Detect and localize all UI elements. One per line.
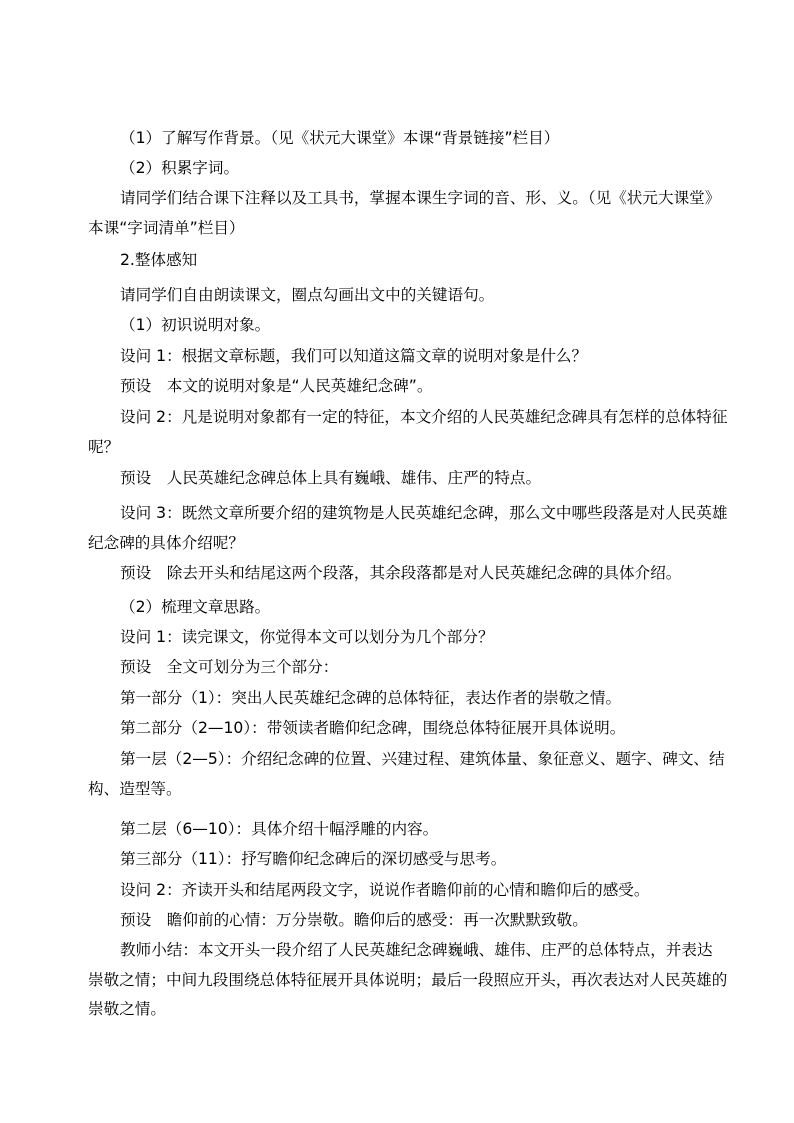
paragraph-12: 预设 除去开头和结尾这两个段落，其余段落都是对人民英雄纪念碑的具体介绍。: [120, 564, 682, 582]
paragraph-17: 第二部分（2—10）：带领读者瞻仰纪念碑，围绕总体特征展开具体说明。: [120, 719, 626, 737]
paragraph-19: 第二层（6—10）：具体介绍十幅浮雕的内容。: [120, 820, 439, 838]
paragraph-5: 请同学们自由朗读课文，圈点勾画出文中的关键语句。: [120, 286, 495, 304]
paragraph-6: （1）初识说明对象。: [120, 316, 271, 334]
section-heading: 2.整体感知: [120, 251, 198, 269]
paragraph-2: （2）积累字词。: [120, 159, 240, 177]
paragraph-9: 设问 2：凡是说明对象都有一定的特征，本文介绍的人民英雄纪念碑具有怎样的总体特征呢？: [88, 408, 728, 456]
paragraph-18: 第一层（2—5）：介绍纪念碑的位置、兴建过程、建筑体量、象征意义、题字、碑文、结构、造型等。: [88, 750, 725, 798]
paragraph-1: （1）了解写作背景。（见《状元大课堂》本课“背景链接”栏目）: [120, 129, 560, 147]
paragraph-15: 预设 全文可划分为三个部分：: [120, 658, 339, 676]
paragraph-7: 设问 1：根据文章标题，我们可以知道这篇文章的说明对象是什么？: [120, 347, 588, 365]
paragraph-8: 预设 本文的说明对象是“人民英雄纪念碑”。: [120, 377, 433, 395]
paragraph-13: （2）梳理文章思路。: [120, 598, 271, 616]
paragraph-3: 请同学们结合课下注释以及工具书，掌握本课生字词的音、形、义。（见《状元大课堂》本课“字词清单”栏目）: [88, 189, 721, 237]
paragraph-22: 预设 瞻仰前的心情：万分崇敬。瞻仰后的感受：再一次默默致敬。: [120, 911, 588, 929]
paragraph-23: 教师小结：本文开头一段介绍了人民英雄纪念碑巍峨、雄伟、庄严的总体特点，并表达崇敬之情；中间九段围绕总体特征展开具体说明；最后一段照应开头，再次表达对人民英雄的崇敬之情。: [88, 941, 728, 1019]
paragraph-10: 预设 人民英雄纪念碑总体上具有巍峨、雄伟、庄严的特点。: [120, 469, 542, 487]
paragraph-11: 设问 3：既然文章所要介绍的建筑物是人民英雄纪念碑，那么文中哪些段落是对人民英雄纪念碑的具体介绍呢？: [88, 504, 728, 552]
paragraph-20: 第三部分（11）：抒写瞻仰纪念碑后的深切感受与思考。: [120, 850, 507, 868]
paragraph-21: 设问 2：齐读开头和结尾两段文字，说说作者瞻仰前的心情和瞻仰后的感受。: [120, 881, 650, 899]
paragraph-16: 第一部分（1）：突出人民英雄纪念碑的总体特征，表达作者的崇敬之情。: [120, 689, 622, 707]
paragraph-14: 设问 1：读完课文，你觉得本文可以划分为几个部分？: [120, 628, 494, 646]
